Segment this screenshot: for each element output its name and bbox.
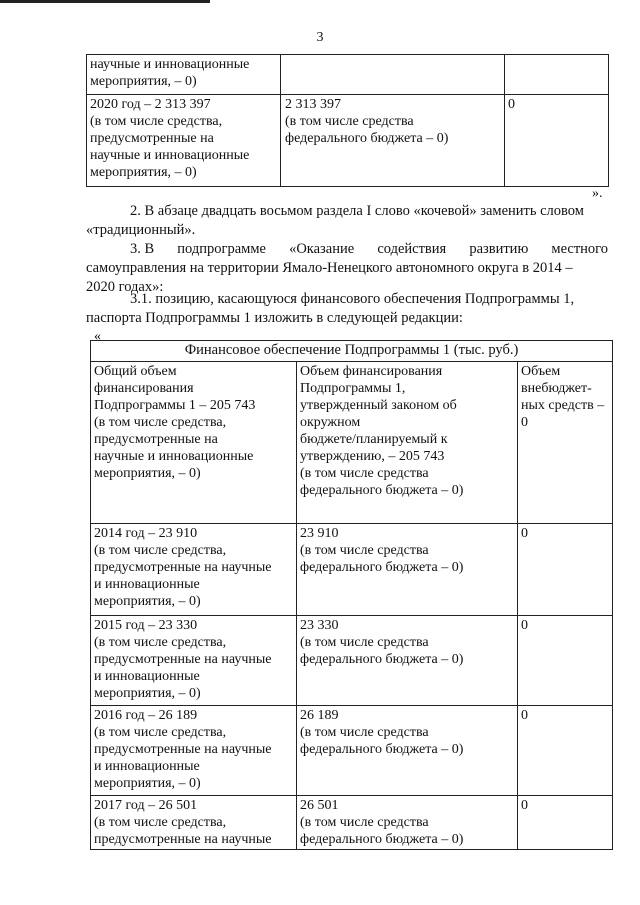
cell-text-line: Общий объем xyxy=(94,364,177,379)
table-header-row xyxy=(91,341,613,362)
cell-text-line: федерального бюджета – 0) xyxy=(300,652,464,667)
cell-text-line: федерального бюджета – 0) xyxy=(300,483,464,498)
cell-text-line: (в том числе средства xyxy=(300,725,429,740)
cell-text-line: Объем финансирования xyxy=(300,364,443,379)
cell-text-line: окружном xyxy=(300,415,361,430)
paragraph-3-1-line-2: паспорта Подпрограммы 1 изложить в следующей редакции: xyxy=(86,310,463,326)
paragraph-3-1-line-1: 3.1. позицию, касающуюся финансового обеспечения Подпрограммы 1, xyxy=(130,291,575,307)
cell-text-line: мероприятия, – 0) xyxy=(94,686,201,701)
cell-text-line: научные и инновационные xyxy=(94,449,254,464)
table-title: Финансовое обеспечение Подпрограммы 1 (тыс. руб.) xyxy=(91,341,613,362)
cell-text-line: предусмотренные на научные xyxy=(94,560,272,575)
cell-text-line: предусмотренные на научные xyxy=(94,832,272,847)
cell-text-line: утвержденный законом об xyxy=(300,398,457,413)
table-row xyxy=(87,95,609,187)
cell-text-line: Подпрограммы 1, xyxy=(300,381,406,396)
cell-text-line: мероприятия, – 0) xyxy=(90,165,197,180)
cell-text-line: научные и инновационные xyxy=(90,57,250,72)
table-cell-total xyxy=(87,95,281,187)
cell-text-line: мероприятия, – 0) xyxy=(90,74,197,89)
cell-text-line: (в том числе средства, xyxy=(90,114,223,129)
table-row xyxy=(91,524,613,616)
financing-table xyxy=(90,340,613,850)
cell-text-line: 26 189 xyxy=(300,708,339,723)
cell-text-line: федерального бюджета – 0) xyxy=(285,131,449,146)
cell-text-line: 23 330 xyxy=(300,618,339,633)
word: развитию xyxy=(469,241,529,257)
cell-text-line: и инновационные xyxy=(94,669,200,684)
table-cell-budget xyxy=(297,616,518,706)
cell-text-line: предусмотренные на научные xyxy=(94,652,272,667)
cell-text-line: научные и инновационные xyxy=(90,148,250,163)
paragraph-3-line-1 xyxy=(130,240,608,259)
cell-text-line: федерального бюджета – 0) xyxy=(300,832,464,847)
table-cell-budget xyxy=(297,796,518,850)
cell-text-line: 23 910 xyxy=(300,526,339,541)
paragraph-2-line-1: 2. В абзаце двадцать восьмом раздела I слово «кочевой» заменить словом xyxy=(130,203,584,219)
word: содействия xyxy=(377,241,447,257)
cell-text-line: (в том числе средства, xyxy=(94,725,227,740)
table-row xyxy=(91,796,613,850)
table-cell-extrabudget xyxy=(518,616,613,706)
paragraph-3-line-2: самоуправления на территории Ямало-Ненецкого автономного округа в 2014 – xyxy=(86,260,573,276)
cell-text-line: и инновационные xyxy=(94,759,200,774)
table-subheader-row xyxy=(91,362,613,524)
cell-text-line: 0 xyxy=(521,798,528,813)
table-cell-budget xyxy=(281,55,505,95)
cell-text-line: 0 xyxy=(521,526,528,541)
cell-text-line: предусмотренные на научные xyxy=(94,742,272,757)
cell-text-line: (в том числе средства, xyxy=(94,543,227,558)
column-header-budget xyxy=(297,362,518,524)
paragraph-3-line-3: 2020 годах»: xyxy=(86,279,164,295)
table-cell-total xyxy=(91,524,297,616)
column-header-extrabudget xyxy=(518,362,613,524)
cell-text-line: мероприятия, – 0) xyxy=(94,594,201,609)
word: подпрограмме xyxy=(177,241,266,257)
table-cell-budget xyxy=(297,524,518,616)
word: местного xyxy=(551,241,608,257)
cell-text-line: ных средств – xyxy=(521,398,605,413)
cell-text-line: 0 xyxy=(521,415,528,430)
paragraph-2-line-2: «традиционный». xyxy=(86,222,196,238)
word: «Оказание xyxy=(289,241,355,257)
page-number: 3 xyxy=(316,30,324,45)
cell-text-line: 2020 год – 2 313 397 xyxy=(90,97,211,112)
cell-text-line: и инновационные xyxy=(94,577,200,592)
cell-text-line: бюджете/планируемый к xyxy=(300,432,448,447)
cell-text-line: (в том числе средства, xyxy=(94,635,227,650)
cell-text-line: 2014 год – 23 910 xyxy=(94,526,198,541)
table-cell-budget xyxy=(297,706,518,796)
cell-text-line: 2016 год – 26 189 xyxy=(94,708,198,723)
cell-text-line: мероприятия, – 0) xyxy=(94,776,201,791)
cell-text-line: (в том числе средства xyxy=(285,114,414,129)
column-header-total xyxy=(91,362,297,524)
table-cell-extrabudget xyxy=(518,706,613,796)
word: 3. В xyxy=(130,241,155,257)
cell-text-line: (в том числе средства xyxy=(300,635,429,650)
cell-text-line: (в том числе средства xyxy=(300,466,429,481)
table-row xyxy=(87,55,609,95)
cell-text-line: 2017 год – 26 501 xyxy=(94,798,198,813)
table-cell-total xyxy=(91,796,297,850)
cell-text-line: (в том числе средства, xyxy=(94,415,227,430)
table-cell-extrabudget xyxy=(518,524,613,616)
cell-text-line: (в том числе средства xyxy=(300,815,429,830)
cell-text-line: Объем xyxy=(521,364,561,379)
table-cell-total xyxy=(91,616,297,706)
funding-table-continued xyxy=(86,54,609,187)
table-row xyxy=(91,616,613,706)
cell-text-line: 0 xyxy=(521,708,528,723)
top-rule xyxy=(0,0,210,3)
closing-quote: ». xyxy=(592,186,603,201)
table-cell-extrabudget xyxy=(505,55,609,95)
cell-text-line: 0 xyxy=(508,97,515,112)
cell-text-line: федерального бюджета – 0) xyxy=(300,742,464,757)
cell-text-line: Подпрограммы 1 – 205 743 xyxy=(94,398,256,413)
cell-text-line: предусмотренные на xyxy=(90,131,214,146)
table-cell-total xyxy=(87,55,281,95)
cell-text-line: федерального бюджета – 0) xyxy=(300,560,464,575)
cell-text-line: 26 501 xyxy=(300,798,339,813)
cell-text-line: 2015 год – 23 330 xyxy=(94,618,198,633)
cell-text-line: финансирования xyxy=(94,381,194,396)
table-cell-extrabudget xyxy=(518,796,613,850)
table-cell-total xyxy=(91,706,297,796)
cell-text-line: мероприятия, – 0) xyxy=(94,466,201,481)
opening-quote: « xyxy=(94,329,101,344)
cell-text-line: 2 313 397 xyxy=(285,97,341,112)
table-cell-budget xyxy=(281,95,505,187)
cell-text-line: предусмотренные на xyxy=(94,432,218,447)
cell-text-line: утверждению, – 205 743 xyxy=(300,449,445,464)
cell-text-line: (в том числе средства, xyxy=(94,815,227,830)
table-cell-extrabudget xyxy=(505,95,609,187)
cell-text-line: 0 xyxy=(521,618,528,633)
cell-text-line: (в том числе средства xyxy=(300,543,429,558)
cell-text-line: внебюджет- xyxy=(521,381,592,396)
table-row xyxy=(91,706,613,796)
